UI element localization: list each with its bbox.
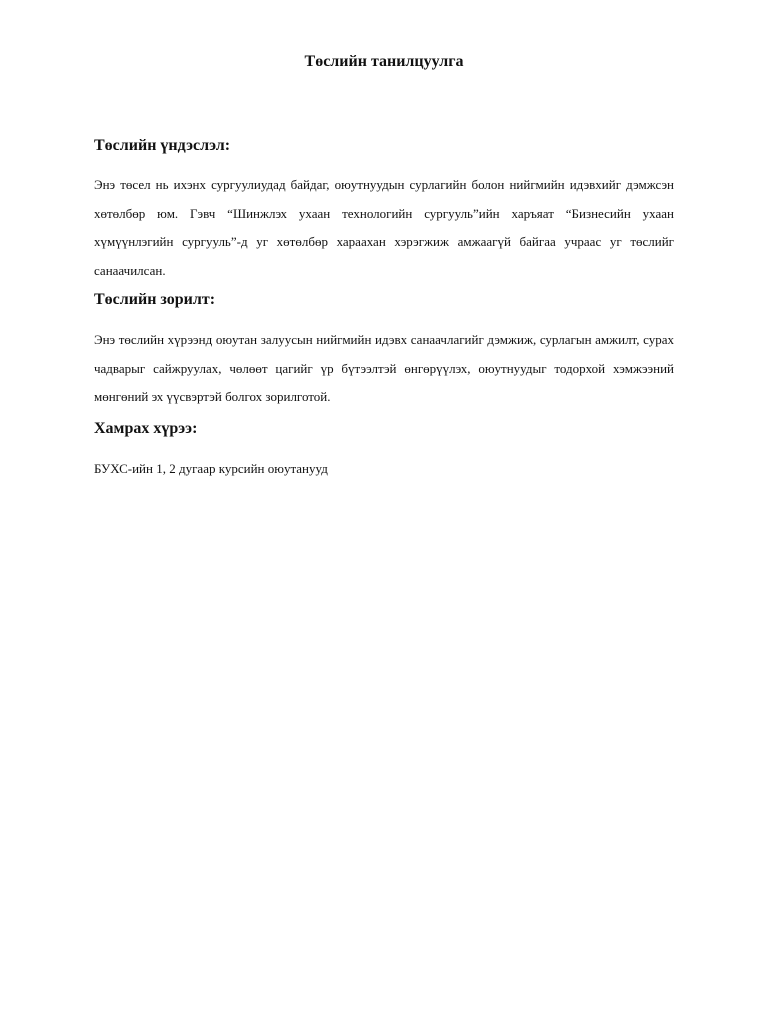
- section-heading-rationale: Төслийн үндэслэл:: [94, 137, 231, 154]
- section-heading-objective: Төслийн зорилт:: [94, 291, 216, 308]
- section-body-scope: БУХС-ийн 1, 2 дугаар курсийн оюутанууд: [94, 461, 328, 476]
- section-heading-scope: Хамрах хүрээ:: [94, 420, 198, 437]
- section-body-objective: Энэ төслийн хүрээнд оюутан залуусын нийгмийн идэвх санаачлагийг дэмжиж, сурлагын амжилт, сурах чадварыг сайжруулах, чөлөөт цагийг үр бүтээлтэй өнгөрүүлэх, оюутнуудыг тодорхой хэмжээний мөнгөний эх үүсвэртэй болгох зорилготой.: [94, 332, 674, 404]
- section-body-rationale: Энэ төсел нь ихэнх сургуулиудад байдаг, оюутнуудын сурлагийн болон нийгмийн идэвхийг дэмжсэн хөтөлбөр юм. Гэвч “Шинжлэх ухаан технологийн сургууль”ийн харъяат “Бизнесийн ухаан хүмүүнлэгийн сургууль”-д уг хөтөлбөр хараахан хэрэгжиж амжаагүй байгаа учраас уг төслийг санаачилсан.: [94, 177, 674, 278]
- document-title: Төслийн танилцуулга: [304, 53, 464, 70]
